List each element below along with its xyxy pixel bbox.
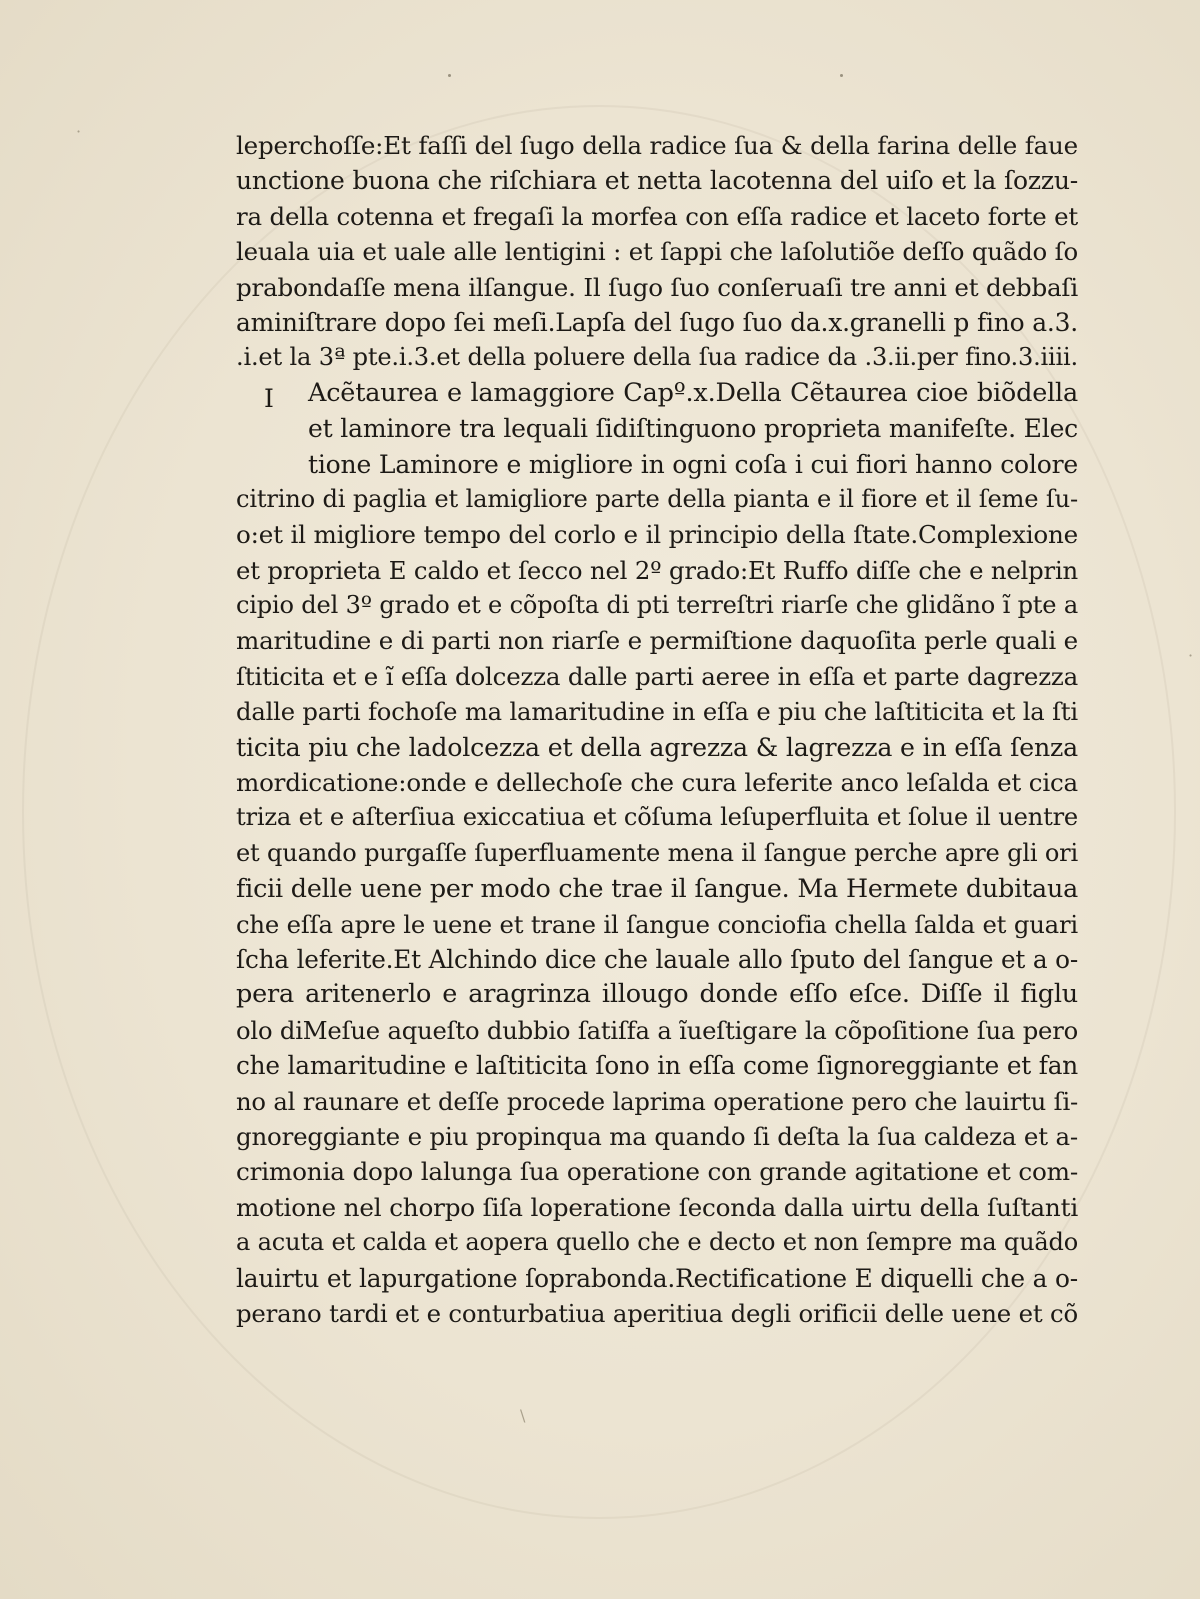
text-line: gnoreggiante e piu propinqua ma quando ſi deſta la ſua caldeza et a- xyxy=(236,1121,1078,1151)
text-line: dalle parti fochoſe ma lamaritudine in eſſa e piu che laſtiticita et la ſti xyxy=(236,697,1078,727)
text-line: et laminore tra lequali ſidiſtinguono proprieta manifeſte. Elec xyxy=(308,414,1078,444)
text-line: aminiſtrare dopo ſei meſi.Lapſa del ſugo ſuo da.x.granelli p fino a.3. xyxy=(236,307,1078,337)
text-line: ſcha leferite.Et Alchindo dice che lauale allo ſputo del ſangue et a o- xyxy=(236,944,1078,974)
text-line: maritudine e di parti non riarſe e permiſtione daquoſita perle quali e xyxy=(236,626,1078,656)
text-line: crimonia dopo lalunga ſua operatione con grande agitatione et com- xyxy=(236,1157,1078,1187)
text-line: perano tardi et e conturbatiua aperitiua degli orificii delle uene et cõ xyxy=(236,1298,1078,1328)
text-line: pera aritenerlo e aragrinza illougo donde eſſo eſce. Diſſe il figlu xyxy=(236,979,1078,1010)
chapter-heading-line: Acẽtaurea e lamaggiore Capº.x.Della Cẽtaurea cioe biõdella xyxy=(308,377,1078,408)
text-line: leuala uia et uale alle lentigini : et ſappi che laſolutiõe deſſo quãdo ſo xyxy=(236,237,1078,267)
text-line: mordicatione:onde e dellechoſe che cura leferite anco leſalda et cica xyxy=(236,768,1078,798)
margin-mark: · xyxy=(76,122,82,141)
text-line: et quando purgaſſe ſuperfluamente mena il ſangue perche apre gli ori xyxy=(236,838,1078,867)
text-line: no al raunare et deſſe procede laprima operatione pero che lauirtu ſi- xyxy=(236,1086,1078,1116)
text-line: o:et il migliore tempo del corlo e il principio della ſtate.Complexione xyxy=(236,520,1078,550)
margin-mark: · xyxy=(1188,646,1194,665)
text-line: et proprieta E caldo et ſecco nel 2º grado:Et Ruffo diſſe che e nelprin xyxy=(236,555,1078,585)
text-line: che lamaritudine e laſtiticita ſono in eſſa come ſignoreggiante et fan xyxy=(236,1051,1078,1081)
text-line: leperchoſſe:Et faſſi del ſugo della radice ſua & della farina delle faue xyxy=(236,131,1078,160)
text-line: lauirtu et lapurgatione ſoprabonda.Rectificatione E diquelli che a o- xyxy=(236,1263,1078,1293)
text-line: cipio del 3º grado et e cõpoſta di pti terreſtri riarſe che glidãno ĩ pte a xyxy=(236,591,1078,620)
text-line: olo diMeſue aqueſto dubbio ſatiſfa a ĩueſtigare la cõpoſitione ſua pero xyxy=(236,1015,1078,1045)
text-column xyxy=(236,128,1078,1331)
text-line: ticita piu che ladolcezza et della agrezza & lagrezza e in eſſa ſenza xyxy=(236,732,1078,762)
text-line: citrino di paglia et lamigliore parte della pianta e il fiore et il ſeme ſu- xyxy=(236,484,1078,513)
text-line: ra della cotenna et fregaſi la morfea con eſſa radice et laceto forte et xyxy=(236,201,1078,231)
text-line: unctione buona che riſchiara et netta lacotenna del uiſo et la ſozzu- xyxy=(236,166,1078,196)
text-line: tione Laminore e migliore in ogni coſa i cui fiori hanno colore xyxy=(308,449,1078,479)
text-line: motione nel chorpo ſiſa loperatione ſeconda dalla uirtu della ſuſtanti xyxy=(236,1192,1078,1222)
text-line: a acuta et calda et aopera quello che e decto et non ſempre ma quãdo xyxy=(236,1228,1078,1257)
text-line: ſtiticita et e ĩ eſſa dolcezza dalle parti aeree in eſſa et parte dagrezza xyxy=(236,661,1078,691)
text-line: .i.et la 3ª pte.i.3.et della poluere della ſua radice da .3.ii.per fino.3.iiii. xyxy=(236,343,1078,372)
paper-speck xyxy=(448,74,451,77)
text-line: che eſſa apre le uene et trane il ſangue conciofia chella ſalda et guari xyxy=(236,909,1078,939)
text-line: prabondaſſe mena ilſangue. Il ſugo ſuo conſeruaſi tre anni et debbaſi xyxy=(236,272,1078,302)
paper-speck xyxy=(840,74,843,77)
text-line: ficii delle uene per modo che trae il ſangue. Ma Hermete dubitaua xyxy=(236,873,1078,904)
text-line: triza et e aſterſiua exiccatiua et cõſuma leſuperfluita et ſolue il uentre xyxy=(236,803,1078,832)
chapter-initial: I xyxy=(264,384,274,413)
margin-mark: \ xyxy=(520,1406,526,1425)
